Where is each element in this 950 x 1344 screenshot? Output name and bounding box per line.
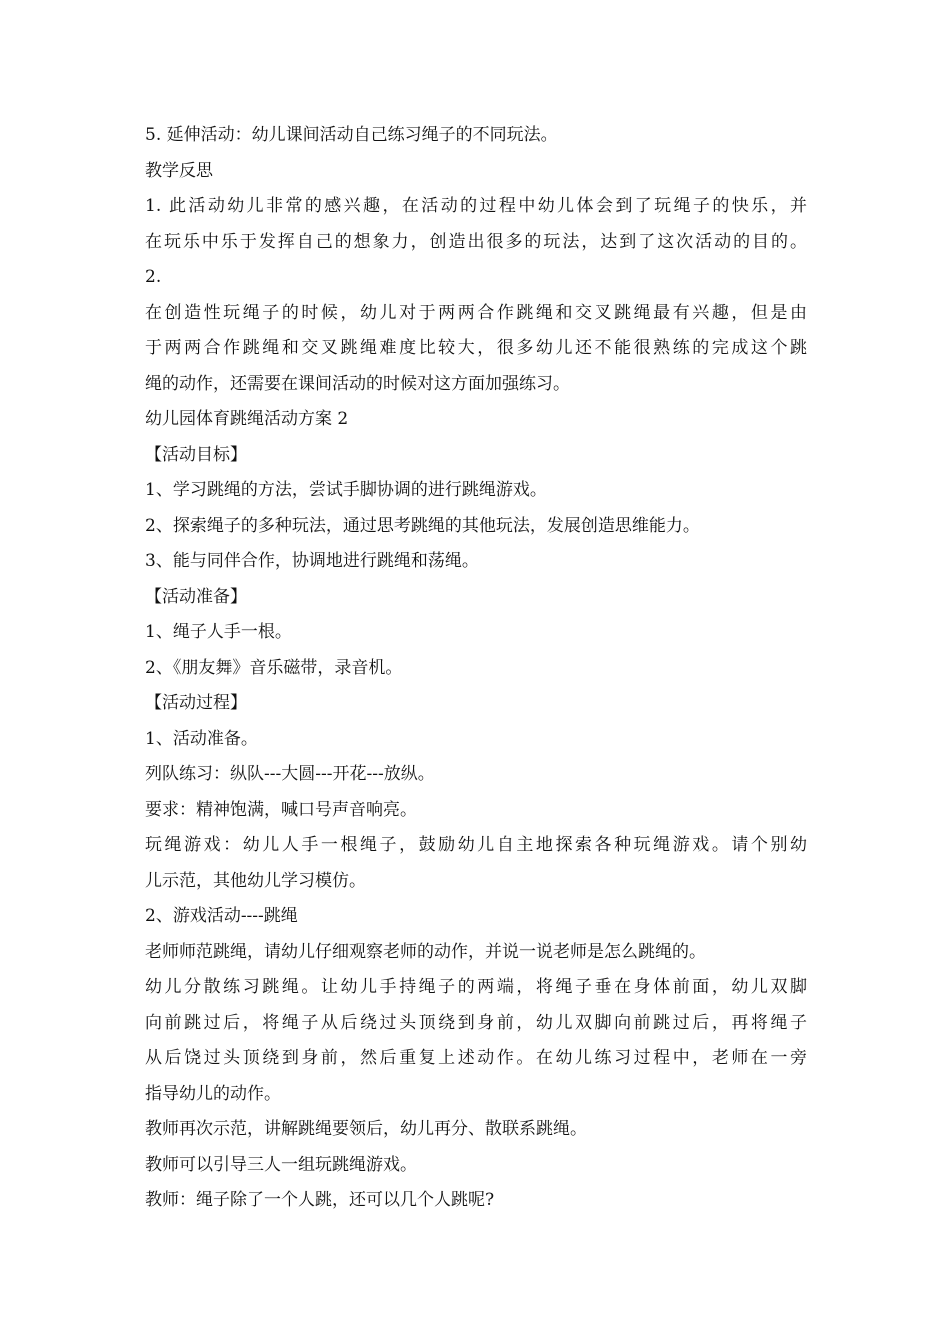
- list-item: 2、《朋友舞》音乐磁带，录音机。: [145, 657, 403, 678]
- section-heading: 【活动过程】: [145, 693, 247, 713]
- text-line: 1. 此活动幼儿非常的感兴趣，在活动的过程中幼儿体会到了玩绳子的快乐，并: [145, 196, 807, 216]
- text-line: 于两两合作跳绳和交叉跳绳难度比较大，很多幼儿还不能很熟练的完成这个跳: [145, 338, 807, 358]
- list-item: 1、学习跳绳的方法，尝试手脚协调的进行跳绳游戏。: [145, 480, 547, 500]
- list-item: 1、绳子人手一根。: [145, 622, 292, 642]
- list-item: 2、探索绳子的多种玩法，通过思考跳绳的其他玩法，发展创造思维能力。: [145, 515, 700, 536]
- list-item: 2、游戏活动----跳绳: [145, 906, 298, 926]
- text-line: 在玩乐中乐于发挥自己的想象力，创造出很多的玩法，达到了这次活动的目的。: [145, 231, 807, 252]
- text-line: 列队练习：纵队---大圆---开花---放纵。: [145, 764, 435, 784]
- text-line: 绳的动作，还需要在课间活动的时候对这方面加强练习。: [145, 373, 570, 394]
- text-line: 5. 延伸活动：幼儿课间活动自己练习绳子的不同玩法。: [145, 125, 558, 145]
- text-line: 2.: [145, 267, 162, 287]
- text-line: 儿示范，其他幼儿学习模仿。: [145, 870, 366, 891]
- text-line: 向前跳过后，将绳子从后绕过头顶绕到身前，幼儿双脚向前跳过后，再将绳子: [145, 1012, 807, 1033]
- text-line: 从后饶过头顶绕到身前，然后重复上述动作。在幼儿练习过程中，老师在一旁: [145, 1048, 807, 1068]
- text-line: 教师再次示范，讲解跳绳要领后，幼儿再分、散联系跳绳。: [145, 1119, 587, 1139]
- text-line: 要求：精神饱满，喊口号声音响亮。: [145, 799, 417, 820]
- section-heading: 【活动准备】: [145, 586, 247, 607]
- text-line: 幼儿分散练习跳绳。让幼儿手持绳子的两端，将绳子垂在身体前面，幼儿双脚: [145, 977, 807, 997]
- section-heading: 【活动目标】: [145, 444, 247, 465]
- list-item: 1、活动准备。: [145, 728, 258, 749]
- text-line: 教师：绳子除了一个人跳，还可以几个人跳呢?: [145, 1190, 495, 1210]
- list-item: 3、能与同伴合作，协调地进行跳绳和荡绳。: [145, 551, 479, 571]
- text-line: 指导幼儿的动作。: [145, 1083, 281, 1104]
- text-line: 玩绳游戏：幼儿人手一根绳子，鼓励幼儿自主地探索各种玩绳游戏。请个别幼: [145, 835, 807, 855]
- document-body: [145, 118, 807, 1219]
- text-line: 老师师范跳绳，请幼儿仔细观察老师的动作，并说一说老师是怎么跳绳的。: [145, 941, 706, 962]
- text-line: 教师可以引导三人一组玩跳绳游戏。: [145, 1154, 417, 1175]
- document-title: 幼儿园体育跳绳活动方案 2: [145, 409, 349, 429]
- section-heading: 教学反思: [145, 160, 213, 181]
- text-line: 在创造性玩绳子的时候，幼儿对于两两合作跳绳和交叉跳绳最有兴趣，但是由: [145, 302, 807, 323]
